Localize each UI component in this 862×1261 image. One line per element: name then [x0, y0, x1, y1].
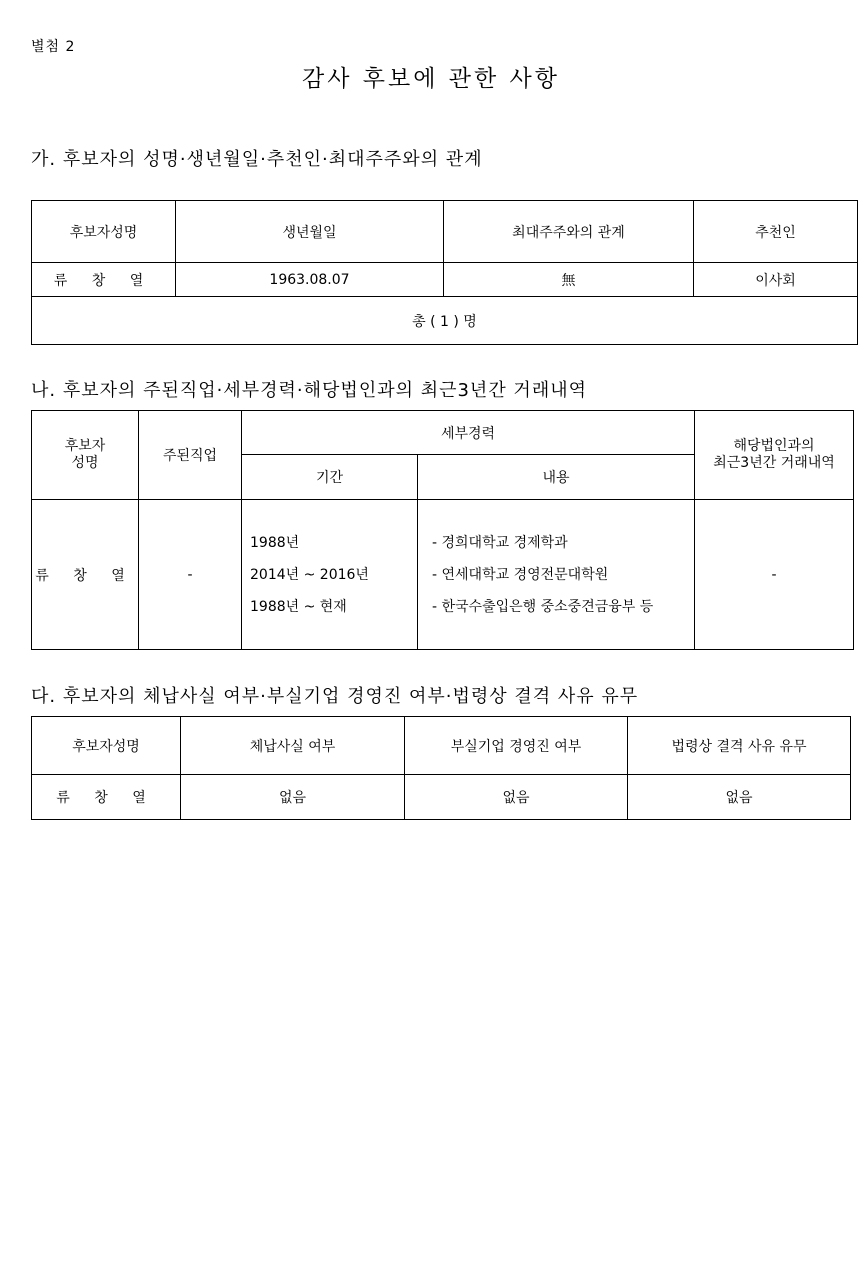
header-relation: 최대주주와의 관계 — [444, 201, 694, 263]
content-item: - 한국수출입은행 중소중견금융부 등 — [432, 598, 654, 615]
header-name: 후보자성명 — [32, 717, 181, 775]
cell-tax-arrears: 없음 — [181, 775, 405, 820]
eligibility-table — [31, 716, 851, 820]
cell-name: 류 창 열 — [32, 775, 181, 820]
header-name: 후보자 성명 — [32, 411, 139, 500]
header-job: 주된직업 — [139, 411, 242, 500]
table-row — [32, 263, 858, 297]
cell-job: - — [139, 500, 242, 650]
total-count: 총 ( 1 ) 명 — [32, 297, 858, 345]
header-insolvent-management: 부실기업 경영진 여부 — [405, 717, 628, 775]
cell-recommender: 이사회 — [694, 263, 858, 297]
total-row — [32, 297, 858, 345]
section-c-heading: 다. 후보자의 체납사실 여부·부실기업 경영진 여부·법령상 결격 사유 유무 — [31, 686, 639, 707]
header-content: 내용 — [418, 455, 695, 500]
cell-name: 류 창 열 — [32, 263, 176, 297]
document-title: 감사 후보에 관한 사항 — [302, 66, 560, 92]
cell-name: 류 창 열 — [32, 500, 139, 650]
period-item: 2014년 ~ 2016년 — [250, 566, 369, 583]
header-recommender: 추천인 — [694, 201, 858, 263]
cell-birthdate: 1963.08.07 — [176, 263, 444, 297]
cell-legal-disqualification: 없음 — [628, 775, 851, 820]
period-item: 1988년 — [250, 534, 300, 551]
header-period: 기간 — [242, 455, 418, 500]
header-transactions: 해당법인과의 최근3년간 거래내역 — [695, 411, 854, 500]
header-legal-disqualification: 법령상 결격 사유 유무 — [628, 717, 851, 775]
header-birthdate: 생년월일 — [176, 201, 444, 263]
table-header-row — [32, 717, 851, 775]
content-item: - 경희대학교 경제학과 — [432, 534, 568, 551]
cell-relation: 無 — [444, 263, 694, 297]
table-header-row — [32, 201, 858, 263]
attachment-label: 별첨 2 — [31, 39, 76, 55]
career-table — [31, 410, 854, 650]
period-item: 1988년 ~ 현재 — [250, 598, 347, 615]
table-row — [32, 500, 854, 650]
header-name: 후보자성명 — [32, 201, 176, 263]
cell-transactions: - — [695, 500, 854, 650]
cell-insolvent-management: 없음 — [405, 775, 628, 820]
header-career: 세부경력 — [242, 411, 695, 455]
header-tax-arrears: 체납사실 여부 — [181, 717, 405, 775]
cell-periods — [242, 500, 418, 650]
section-a-heading: 가. 후보자의 성명·생년월일·추천인·최대주주와의 관계 — [31, 149, 483, 170]
table-row — [32, 775, 851, 820]
table-header-row — [32, 411, 854, 455]
cell-contents — [418, 500, 695, 650]
candidate-info-table — [31, 200, 858, 345]
content-item: - 연세대학교 경영전문대학원 — [432, 566, 609, 583]
section-b-heading: 나. 후보자의 주된직업·세부경력·해당법인과의 최근3년간 거래내역 — [31, 380, 587, 401]
